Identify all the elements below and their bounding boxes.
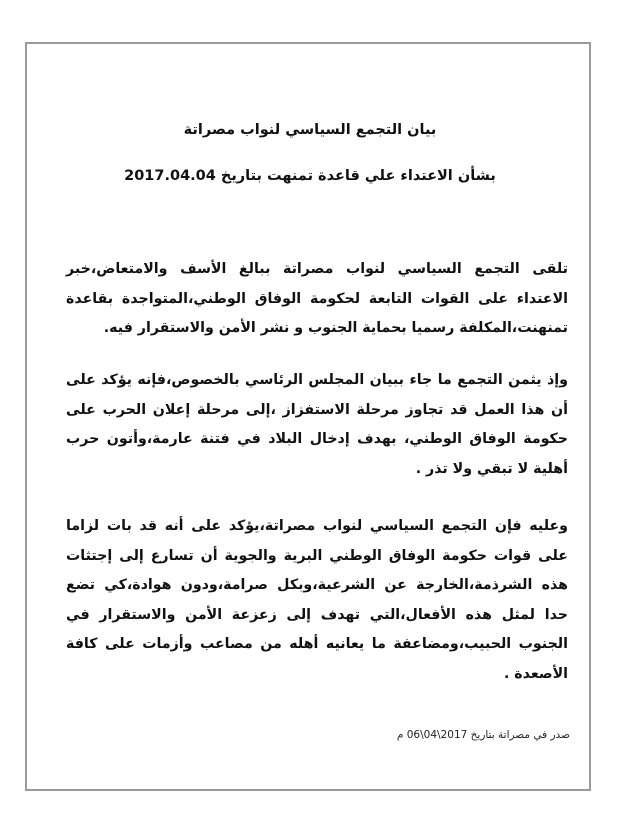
paragraph-1: تلقى التجمع السياسي لنواب مصراتة ببالغ الأسف والامتعاض،خبر الاعتداء على القوات التابعة لحكومة الوفاق الوطني،المتواجدة بقاعدة تمنهنت،المكلفة رسميا بحماية الجنوب و نشر الأمن والاستقرار فيه. xyxy=(66,261,568,336)
paragraph-3: وعليه فإن التجمع السياسي لنواب مصراتة،يؤكد على أنه قد بات لزاما على قوات حكومة الوفاق الوطني البرية والجوية أن تسارع إلى إجتثات هذه الشرذمة،الخارجة عن الشرعية،وبكل صرامة،ودون هوادة،كي تضع حدا لمثل هذه الأفعال،التي تهدف إلى زعزعة الأمن والاستقرار في الجنوب الحبيب،ومضاعفة ما يعانيه أهله من مصاعب وأزمات على كافة الأصعدة . xyxy=(66,518,568,682)
issue-date-footer: صدر في مصراتة بتاريخ 2017\04\06 م xyxy=(396,729,570,741)
paragraph-2: وإذ يثمن التجمع ما جاء ببيان المجلس الرئاسي بالخصوص،فإنه يؤكد على أن هذا العمل قد تجاوز مرحلة الاستفزاز ،إلى مرحلة إعلان الحرب على حكومة الوفاق الوطني، بهدف إدخال البلاد في فتنة عارمة،وأتون حرب أهلية لا تبقي ولا تذر . xyxy=(66,372,568,477)
document-subtitle: بشأن الاعتداء علي قاعدة تمنهت بتاريخ 2017.04.04 xyxy=(124,168,496,184)
document-title: بيان التجمع السياسي لنواب مصراتة xyxy=(183,122,437,138)
